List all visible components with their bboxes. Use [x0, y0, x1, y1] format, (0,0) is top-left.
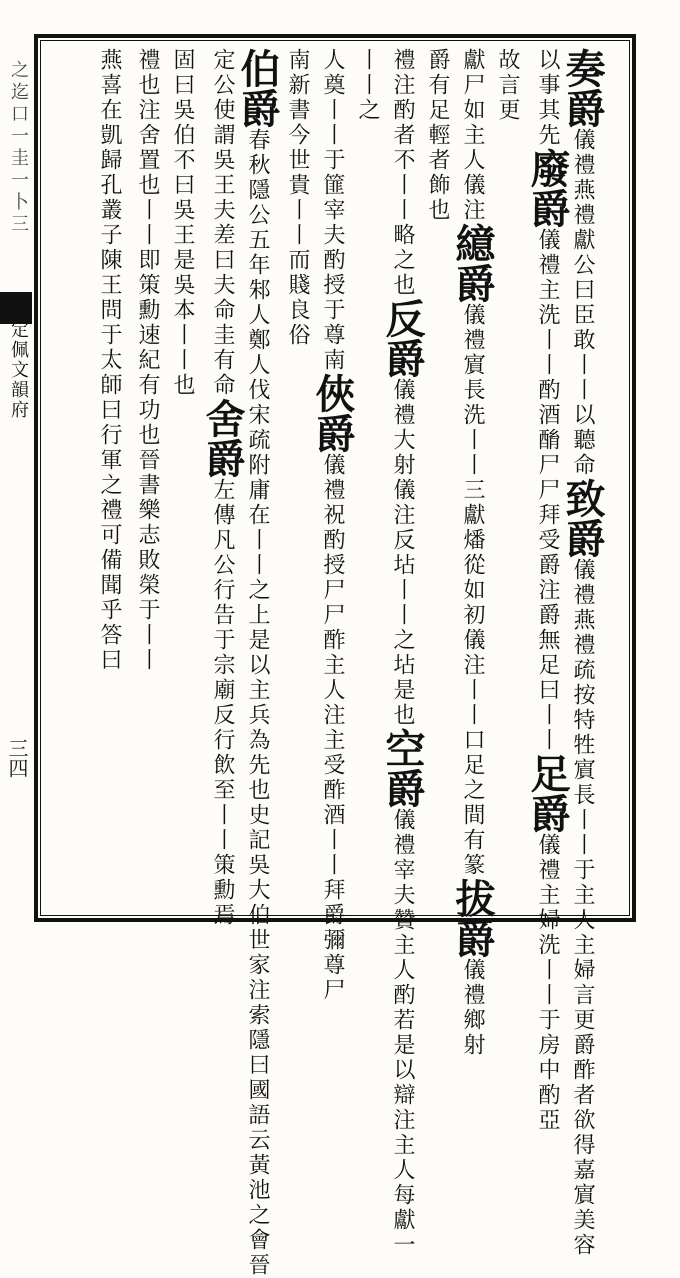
book-title: 御定佩文韻府 — [8, 300, 29, 420]
commentary-text: 儀禮主洗丨丨酌酒酳尸尸拜受爵注爵無足曰丨丨 — [535, 228, 560, 753]
headword: 俠爵 — [309, 373, 356, 453]
commentary-text: 儀禮宰夫贊主人酌若是以辯注主人每獻一 — [390, 808, 415, 1258]
commentary-text: 丨丨之 — [355, 48, 380, 123]
text-column — [379, 48, 426, 1258]
commentary-text: 儀禮主婦洗丨丨于房中酌亞 — [535, 833, 560, 1133]
headword: 繶爵 — [449, 223, 496, 303]
commentary-text: 南新書今世貴丨丨而賤良俗 — [285, 48, 310, 348]
commentary-text: 儀禮鄉射 — [460, 958, 485, 1058]
commentary-text: 爵有足輕者飾也 — [425, 48, 450, 223]
commentary-text: 儀禮燕禮獻公曰臣敢丨丨以聽命 — [570, 128, 595, 478]
commentary-text: 春秋隱公五年邾人鄭人伐宋疏附庸在丨丨之上是以主兵為先也史記吳大伯世家注索隱曰國語云黃池之會晉 — [245, 128, 270, 1278]
commentary-text: 定公使謂吳王夫差曰夫命圭有命 — [210, 48, 235, 398]
commentary-text: 儀禮賔長洗丨丨三獻燔從如初儀注丨丨口足之間有篆 — [460, 303, 485, 878]
text-column — [490, 48, 524, 908]
commentary-text: 固曰吳伯不曰吳王是吳本丨丨也 — [170, 48, 195, 398]
headword: 伯爵 — [234, 48, 281, 128]
headword: 舍爵 — [199, 398, 246, 478]
commentary-text: 儀禮燕禮疏按特牲賔長丨丨于主人主婦言更爵酢者欲得嘉賔美容 — [570, 558, 595, 1258]
text-column — [199, 48, 246, 928]
commentary-text: 獻尸如主人儀注 — [460, 48, 485, 223]
headword: 反爵 — [379, 298, 426, 378]
text-column — [524, 48, 571, 1133]
commentary-text: 以事其先 — [535, 48, 560, 148]
text-column — [309, 48, 356, 1003]
commentary-text: 燕喜在凱歸孔叢子陳王問于太師曰行軍之禮可備聞乎答曰 — [97, 48, 122, 673]
headword: 致爵 — [559, 478, 606, 558]
headword: 足爵 — [524, 753, 571, 833]
commentary-text: 人奠丨丨于篚宰夫酌授于尊南 — [320, 48, 345, 373]
headword: 拔爵 — [449, 878, 496, 958]
text-column — [449, 48, 496, 1058]
page-number: 三四 — [5, 738, 29, 778]
text-column — [234, 48, 281, 1278]
commentary-text: 左傳凡公行告于宗廟反行飲至丨丨策勳焉 — [210, 478, 235, 928]
text-column — [130, 48, 164, 908]
text-column — [350, 48, 384, 908]
headword: 奏爵 — [559, 48, 606, 128]
text-column — [280, 48, 314, 908]
commentary-text: 故言更 — [495, 48, 520, 123]
commentary-text: 儀禮祝酌授尸尸酢主人注主受酢酒丨丨拜爵彌尊尸 — [320, 453, 345, 1003]
text-column — [92, 48, 126, 908]
margin-fragment: 之迄口一圭一卜三 — [8, 60, 29, 236]
commentary-text: 禮也注舍置也丨丨即策勳速紀有功也晉書樂志敗榮于丨丨 — [135, 48, 160, 673]
commentary-text: 儀禮大射儀注反坫丨丨之坫是也 — [390, 378, 415, 728]
text-column — [165, 48, 199, 908]
commentary-text: 禮注酌者不丨丨略之也 — [390, 48, 415, 298]
headword: 廢爵 — [524, 148, 571, 228]
headword: 空爵 — [379, 728, 426, 808]
